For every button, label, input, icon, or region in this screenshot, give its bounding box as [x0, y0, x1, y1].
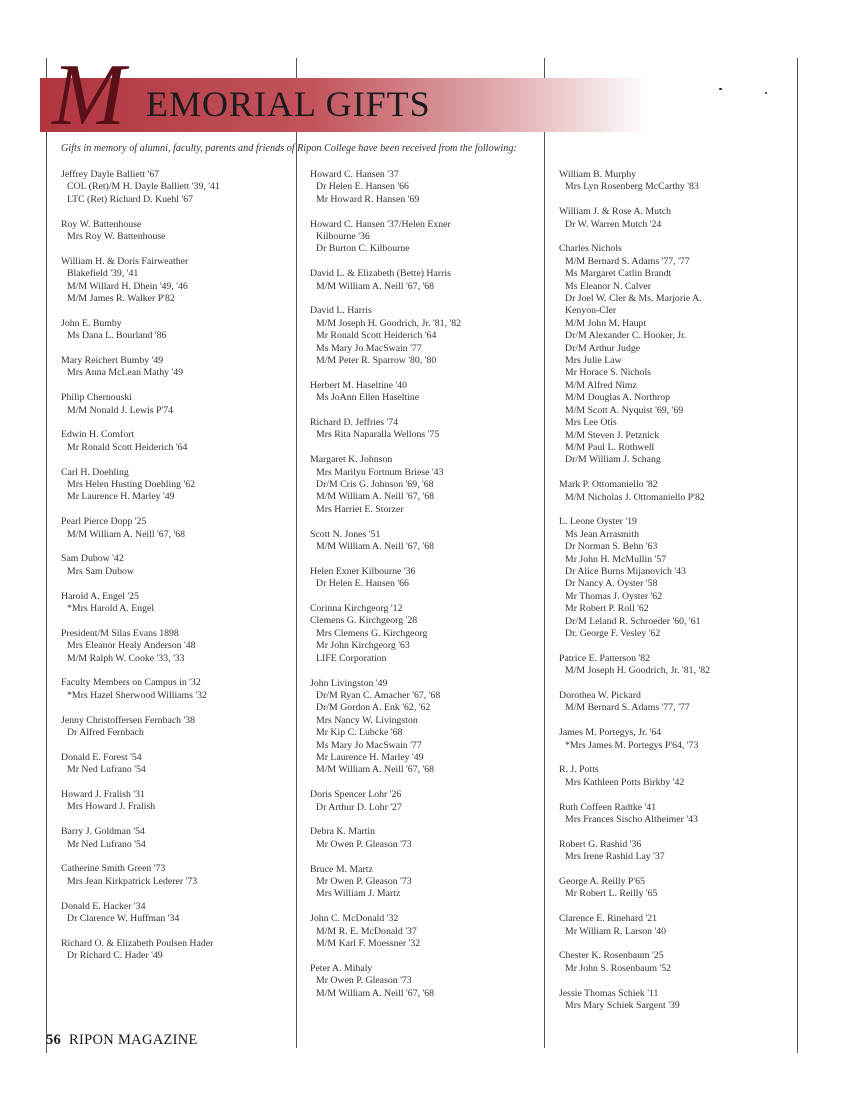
honoree-name: Pearl Pierce Dopp '25 [61, 516, 147, 528]
donor-name: Dr Richard C. Hader '49 [67, 950, 163, 962]
donor-name: Mr Robert P. Roll '62 [565, 603, 649, 615]
donor-name: Dr Alice Burns Mijanovich '43 [565, 565, 686, 577]
memorial-entry [310, 169, 540, 206]
memorial-entry [559, 988, 794, 1013]
honoree-name: Peter A. Mihaly [310, 962, 373, 974]
memorial-entry [310, 417, 540, 442]
honoree-name: William H. & Doris Fairweather [61, 255, 189, 267]
memorial-entry [310, 678, 540, 777]
memorial-entry [559, 690, 794, 715]
donor-name: M/M Karl F. Moessner '32 [316, 937, 421, 949]
donor-name: Mrs Julie Law [565, 355, 622, 367]
honoree-name: Edwin H. Comfort [61, 429, 135, 441]
donor-name: Dr Alfred Fernbach [67, 727, 144, 739]
donor-name: M/M Steven J. Petznick [565, 429, 660, 441]
donor-name: Mr Thomas J. Oyster '62 [565, 590, 663, 602]
memorial-entry [559, 169, 794, 194]
page-title: EMORIAL GIFTS [146, 84, 431, 124]
honoree-name: Patrice E. Patterson '82 [559, 652, 651, 664]
memorial-entry [61, 826, 291, 851]
donor-name: Mrs Eleanor Healy Anderson '48 [67, 640, 196, 652]
donor-name: Mrs William J. Martz [316, 888, 401, 900]
memorial-entry [559, 802, 794, 827]
honoree-name: Doris Spencer Lohr '26 [310, 789, 402, 801]
honoree-name: George A. Reilly P'65 [559, 875, 645, 887]
honoree-name: Richard D. Jeffries '74 [310, 417, 399, 429]
honoree-name: William B. Murphy [559, 169, 637, 180]
donor-name: M/M William A. Neill '67, '68 [316, 280, 435, 292]
donor-name: Mr Owen P. Gleason '73 [316, 875, 412, 887]
donor-name: M/M Scott A. Nyquist '69, '69 [565, 404, 684, 416]
gift-column-2 [310, 169, 540, 1012]
memorial-entry [61, 628, 291, 665]
donor-name: Mrs Harriet E. Storzer [316, 503, 404, 515]
memorial-entry [310, 603, 540, 615]
donor-name: Mrs Helen Husting Doehling '62 [67, 479, 196, 491]
memorial-entry [310, 454, 540, 516]
donor-name: M/M Bernard S. Adams '77, '77 [565, 255, 690, 267]
memorial-entry [61, 591, 291, 616]
memorial-entry [61, 467, 291, 504]
memorial-entry [310, 864, 540, 901]
honoree-name: Donald E. Hacker '34 [61, 900, 146, 912]
donor-name: Ms Eleanor N. Calver [565, 280, 651, 292]
donor-name: Kilbourne '36 [316, 231, 370, 243]
donor-name: M/M Willard H. Dhein '49, '46 [67, 280, 188, 292]
memorial-entry [61, 516, 291, 541]
donor-name: Dr Nancy A. Oyster '58 [565, 578, 658, 590]
donor-name: Mr William R. Larson '40 [565, 925, 667, 937]
donor-name: Mrs Irene Rashid Lay '37 [565, 851, 665, 863]
donor-name: Ms Dana L. Bourland '86 [67, 330, 167, 342]
donor-name: Mr Laurence H. Marley '49 [316, 751, 424, 763]
donor-name: Dr/M Arthur Judge [565, 342, 641, 354]
donor-name: Mr Ned Lufrano '54 [67, 764, 146, 776]
memorial-entry [61, 355, 291, 380]
honoree-name: William J. & Rose A. Mutch [559, 206, 671, 218]
donor-name: LTC (Ret) Richard D. Kuehl '67 [67, 193, 194, 205]
honoree-name: Dorothea W. Pickard [559, 689, 641, 701]
honoree-name: John Livingston '49 [310, 677, 388, 689]
intro-text: Gifts in memory of alumni, faculty, parents and friends of Ripon College have been received from the following: [61, 143, 517, 154]
left-margin-rule [46, 58, 47, 1053]
memorial-entry [61, 901, 291, 926]
donor-name: Dr/M Gordon A. Enk '62, '62 [316, 702, 431, 714]
honoree-name: Howard C. Hansen '37 [310, 169, 399, 180]
donor-name: M/M Bernard S. Adams '77, '77 [565, 702, 690, 714]
honoree-name: L. Leone Oyster '19 [559, 516, 637, 528]
donor-name: Dr Burton C. Kilbourne [316, 243, 410, 255]
memorial-entry [310, 219, 540, 256]
donor-name: Mrs Clemens G. Kirchgeorg [316, 627, 428, 639]
honoree-name: Chester K. Rosenbaum '25 [559, 950, 664, 962]
honoree-name: Richard O. & Elizabeth Poulsen Hader [61, 937, 214, 949]
donor-name: M/M Alfred Nimz [565, 379, 637, 391]
memorial-entry [559, 876, 794, 901]
donor-name: *Mrs James M. Portegys P'64, '73 [565, 739, 699, 751]
page-footer [46, 1032, 198, 1049]
honoree-name: Charles Nichols [559, 243, 622, 255]
donor-name: Dr Norman S. Behn '63 [565, 541, 658, 553]
donor-name: Ms Jean Arrasmith [565, 528, 640, 540]
print-speck [765, 92, 767, 94]
page-number: 56 [46, 1032, 62, 1048]
donor-name: Mr Ronald Scott Heiderich '64 [67, 441, 188, 453]
honoree-name: Catherine Smith Green '73 [61, 863, 166, 875]
memorial-entry [310, 789, 540, 814]
donor-name: Mrs Nancy W. Livingston [316, 714, 418, 726]
donor-name: Mr Ned Lufrano '54 [67, 838, 146, 850]
honoree-name: Helen Exner Kilbourne '36 [310, 565, 416, 577]
donor-name: Dr/M Leland R. Schroeder '60, '61 [565, 615, 701, 627]
memorial-entry [559, 839, 794, 864]
honoree-name: Clarence E. Rinehard '21 [559, 913, 658, 925]
donor-name: M/M Ralph W. Cooke '33, '33 [67, 652, 185, 664]
donor-name: M/M William A. Neill '67, '68 [316, 491, 435, 503]
donor-name: Mrs Lyn Rosenberg McCarthy '83 [565, 181, 699, 193]
donor-name: M/M William A. Neill '67, '68 [316, 541, 435, 553]
donor-name: *Mrs Hazel Sherwood Williams '32 [67, 689, 207, 701]
honoree-name: Donald E. Forest '54 [61, 751, 142, 763]
honoree-name: Scott N. Jones '51 [310, 528, 381, 540]
right-margin-rule [797, 58, 798, 1053]
donor-name: Mr Kip C. Lubcke '68 [316, 727, 403, 739]
memorial-entry [61, 553, 291, 578]
donor-name: Mrs Howard J. Fralish [67, 801, 156, 813]
memorial-entry [310, 615, 540, 665]
donor-name: *Mrs Harold A. Engel [67, 603, 155, 615]
publication-name: RIPON MAGAZINE [69, 1032, 198, 1048]
donor-name: M/M Joseph H. Goodrich, Jr. '81, '82 [565, 665, 711, 677]
memorial-entry [559, 950, 794, 975]
donor-name: Mr John Kirchgeorg '63 [316, 640, 410, 652]
donor-name: Dr Helen E. Hansen '66 [316, 181, 409, 193]
donor-name: Mr John S. Rosenbaum '52 [565, 962, 671, 974]
donor-name: M/M Paul L. Rothwell [565, 441, 655, 453]
honoree-name: Philip Chernouski [61, 392, 133, 404]
honoree-name: Mark P. Ottomaniello '82 [559, 479, 658, 491]
donor-name: Dr Joel W. Cler & Ms. Marjorie A. [565, 293, 702, 305]
column-divider-2 [544, 58, 545, 1048]
donor-name: COL (Ret)/M H. Dayle Balliett '39, '41 [67, 181, 220, 193]
donor-name: Mrs Sam Dubow [67, 565, 134, 577]
donor-name: M/M John M. Haupt [565, 317, 647, 329]
memorial-entry [61, 938, 291, 963]
honoree-name: Margaret K. Johnson [310, 454, 393, 466]
donor-name: Dr. George F. Vesley '62 [565, 627, 661, 639]
donor-name: M/M William A. Neill '67, '68 [316, 987, 435, 999]
donor-name: Ms JoAnn Ellen Haseltine [316, 392, 420, 404]
donor-name: Kenyon-Cler [565, 305, 617, 317]
honoree-name: Jessie Thomas Schiek '11 [559, 987, 659, 999]
memorial-entry [559, 206, 794, 231]
memorial-entry [559, 243, 794, 466]
memorial-entry [61, 429, 291, 454]
memorial-entry [310, 963, 540, 1000]
memorial-entry [559, 913, 794, 938]
honoree-name: Mary Reichert Bumby '49 [61, 355, 164, 367]
memorial-entry [310, 566, 540, 591]
honoree-name: Howard J. Fralish '31 [61, 789, 145, 801]
donor-name: M/M William A. Neill '67, '68 [67, 528, 186, 540]
memorial-entry [61, 715, 291, 740]
honoree-name: Corinna Kirchgeorg '12 [310, 603, 403, 615]
donor-name: M/M James R. Walker P'82 [67, 293, 175, 305]
donor-name: Dr Clarence W. Huffman '34 [67, 913, 180, 925]
memorial-entry [61, 169, 291, 206]
donor-name: Ms Mary Jo MacSwain '77 [316, 342, 422, 354]
donor-name: Ms Mary Jo MacSwain '77 [316, 739, 422, 751]
honoree-name: Faculty Members on Campus in '32 [61, 677, 201, 689]
title-initial: M [52, 47, 124, 144]
memorial-entry [310, 529, 540, 554]
print-speck [719, 88, 722, 90]
honoree-name: President/M Silas Evans 1898 [61, 627, 179, 639]
donor-name: Mrs Rita Naparalla Wellons '75 [316, 429, 440, 441]
donor-name: Dr/M Ryan C. Amacher '67, '68 [316, 689, 441, 701]
donor-name: Dr Helen E. Hansen '66 [316, 578, 409, 590]
donor-name: M/M Nonald J. Lewis P'74 [67, 404, 173, 416]
donor-name: M/M Nicholas J. Ottomaniello P'82 [565, 491, 705, 503]
memorial-entry [61, 256, 291, 306]
honoree-name: Howard C. Hansen '37/Helen Exner [310, 218, 451, 230]
honoree-name: Jeffrey Dayle Balliett '67 [61, 169, 160, 180]
honoree-name: James M. Portegys, Jr. '64 [559, 727, 662, 739]
honoree-name: David L. & Elizabeth (Bette) Harris [310, 268, 451, 280]
honoree-name: Carl H. Doehling [61, 466, 129, 478]
memorial-entry [61, 752, 291, 777]
memorial-entry [310, 380, 540, 405]
memorial-entry [61, 677, 291, 702]
donor-name: Mr Horace S. Nichols [565, 367, 651, 379]
memorial-entry [61, 392, 291, 417]
honoree-name: Debra K. Martin [310, 826, 376, 838]
donor-name: LIFE Corporation [316, 652, 387, 664]
honoree-name: Roy W. Battenhouse [61, 218, 142, 230]
donor-name: M/M William A. Neill '67, '68 [316, 764, 435, 776]
honoree-name: R. J. Potts [559, 764, 599, 776]
donor-name: M/M Joseph H. Goodrich, Jr. '81, '82 [316, 317, 462, 329]
memorial-entry [310, 913, 540, 950]
donor-name: Mr John H. McMullin '57 [565, 553, 667, 565]
donor-name: Dr/M Alexander C. Hooker, Jr. [565, 330, 687, 342]
memorial-entry [61, 863, 291, 888]
donor-name: Dr Arthur D. Lohr '27 [316, 801, 402, 813]
memorial-entry [559, 479, 794, 504]
donor-name: Mr Robert L. Reilly '65 [565, 888, 658, 900]
donor-name: Mrs Roy W. Battenhouse [67, 231, 166, 243]
honoree-name: Robert G. Rashid '36 [559, 838, 642, 850]
honoree-name: Clemens G. Kirchgeorg '28 [310, 615, 418, 627]
honoree-name: Barry J. Goldman '54 [61, 826, 145, 838]
donor-name: Dr/M Cris G. Johnson '69, '68 [316, 479, 434, 491]
honoree-name: John E. Bumby [61, 317, 122, 329]
donor-name: Mr Ronald Scott Heiderich '64 [316, 330, 437, 342]
donor-name: Blakefield '39, '41 [67, 268, 139, 280]
memorial-entry [61, 789, 291, 814]
donor-name: M/M R. E. McDonald '37 [316, 925, 417, 937]
gift-column-1 [61, 169, 291, 975]
honoree-name: Herbert M. Haseltine '40 [310, 379, 407, 391]
donor-name: Mrs Anna McLean Mathy '49 [67, 367, 184, 379]
honoree-name: Ruth Coffeen Radtke '41 [559, 801, 657, 813]
donor-name: Dr/M William J. Schang [565, 454, 661, 466]
donor-name: Mrs Frances Sischo Altheimer '43 [565, 813, 698, 825]
gift-column-3 [559, 169, 794, 1025]
donor-name: Mr Laurence H. Marley '49 [67, 491, 175, 503]
memorial-entry [310, 826, 540, 851]
memorial-entry [559, 727, 794, 752]
donor-name: Mrs Jean Kirkpatrick Lederer '73 [67, 875, 198, 887]
memorial-entry [310, 268, 540, 293]
donor-name: Mr Owen P. Gleason '73 [316, 838, 412, 850]
memorial-entry [559, 653, 794, 678]
donor-name: M/M Peter R. Sparrow '80, '80 [316, 355, 437, 367]
memorial-entry [559, 516, 794, 640]
honoree-name: John C. McDonald '32 [310, 913, 399, 925]
honoree-name: Jenny Christoffersen Fernbach '38 [61, 714, 196, 726]
memorial-entry [310, 305, 540, 367]
donor-name: M/M Douglas A. Northrop [565, 392, 671, 404]
honoree-name: Bruce M. Martz [310, 863, 373, 875]
donor-name: Mrs Lee Otis [565, 417, 617, 429]
honoree-name: David L. Harris [310, 305, 372, 317]
memorial-entry [61, 318, 291, 343]
honoree-name: Sam Dubow '42 [61, 553, 124, 565]
donor-name: Mrs Kathleen Potts Birkby '42 [565, 776, 685, 788]
donor-name: Mr Howard R. Hansen '69 [316, 193, 420, 205]
donor-name: Mrs Marilyn Fortnum Briese '43 [316, 466, 444, 478]
donor-name: Mrs Mary Schiek Sargent '39 [565, 1000, 680, 1011]
memorial-entry [61, 219, 291, 244]
column-divider-1 [296, 58, 297, 1048]
memorial-entry [559, 764, 794, 789]
honoree-name: Harold A. Engel '25 [61, 590, 139, 602]
donor-name: Dr W. Warren Mutch '24 [565, 218, 662, 230]
donor-name: Mr Owen P. Gleason '73 [316, 975, 412, 987]
donor-name: Ms Margaret Catlin Brandt [565, 268, 672, 280]
